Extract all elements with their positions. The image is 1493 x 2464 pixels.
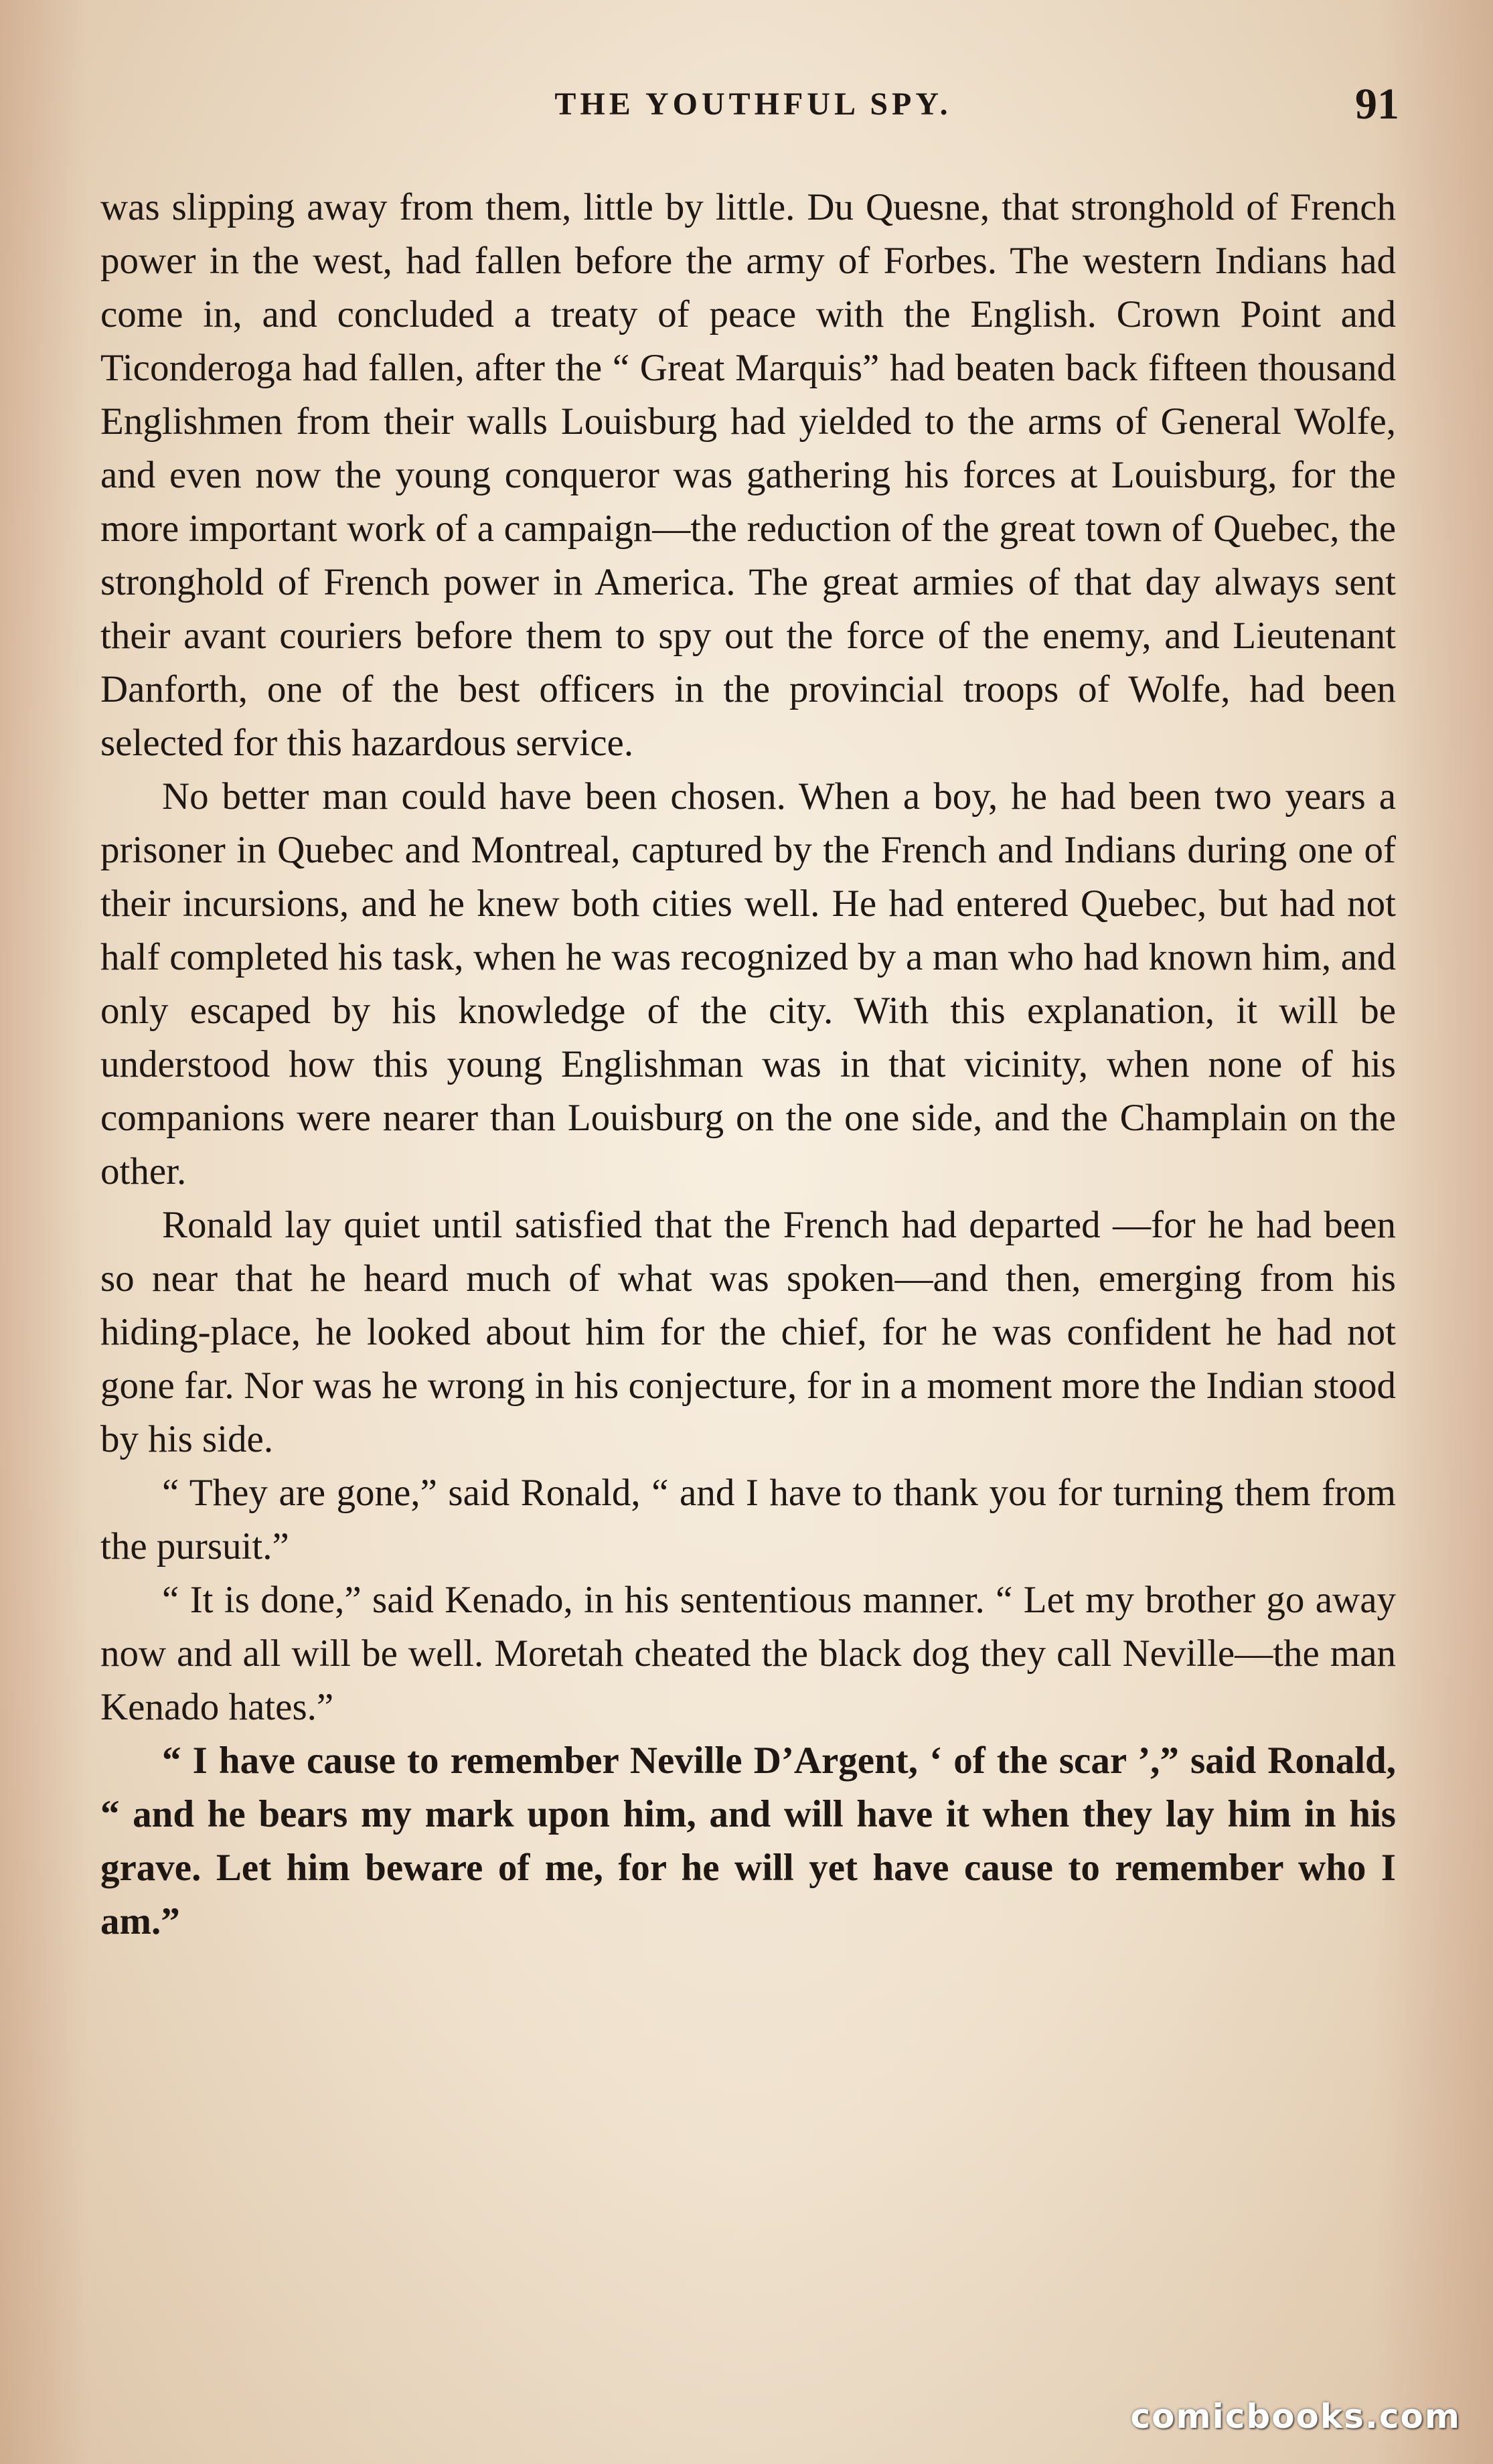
paragraph: No better man could have been chosen. When a boy, he had been two years a prisoner in Quebec and Montreal, captured by the French and Indians during one of their incursions, and he knew both cities well. He had entered Quebec, but had not half completed his task, when he was recognized by a man who had known him, and only escaped by his knowledge of the city. With this explanation, it will be understood how this young Englishman was in that vicinity, when none of his companions were nearer than Louisburg on the one side, and the Champlain on the other. <box>100 775 1396 1192</box>
page-number: 91 <box>1355 80 1399 129</box>
watermark: comicbooks.com <box>1130 2397 1461 2436</box>
paragraph: “ I have cause to remember Neville D’Argent, ‘ of the scar ’,” said Ronald, “ and he bears my mark upon him, and will have it when they lay him in his grave. Let him beware of me, for he will yet have cause to remember who I am.” <box>100 1740 1396 1942</box>
page-header <box>107 79 1399 133</box>
paragraph: was slipping away from them, little by little. Du Quesne, that stronghold of French power in the west, had fallen before the army of Forbes. The western Indians had come in, and concluded a treaty of peace with the English. Crown Point and Ticonderoga had fallen, after the “ Great Marquis” had beaten back fifteen thousand Englishmen from their walls Louisburg had yielded to the arms of General Wolfe, and even now the young conqueror was gathering his forces at Louisburg, for the more important work of a campaign—the reduction of the great town of Quebec, the stronghold of French power in America. The great armies of that day always sent their avant couriers before them to spy out the force of the enemy, and Lieutenant Danforth, one of the best officers in the provincial troops of Wolfe, had been selected for this hazardous service. <box>100 186 1396 764</box>
paragraph: Ronald lay quiet until satisfied that the French had departed —for he had been so near that he heard much of what was spoken—and then, emerging from his hiding-place, he looked about him for the chief, for he was confident he had not gone far. Nor was he wrong in his conjecture, for in a moment more the Indian stood by his side. <box>100 1204 1396 1460</box>
paragraph: “ They are gone,” said Ronald, “ and I have to thank you for turning them from the pursuit.” <box>100 1472 1396 1567</box>
body-text <box>100 181 1396 1948</box>
paragraph: “ It is done,” said Kenado, in his sententious manner. “ Let my brother go away now and all will be well. Moretah cheated the black dog they call Neville—the man Kenado hates.” <box>100 1579 1396 1728</box>
running-title: THE YOUTHFUL SPY. <box>554 86 952 122</box>
